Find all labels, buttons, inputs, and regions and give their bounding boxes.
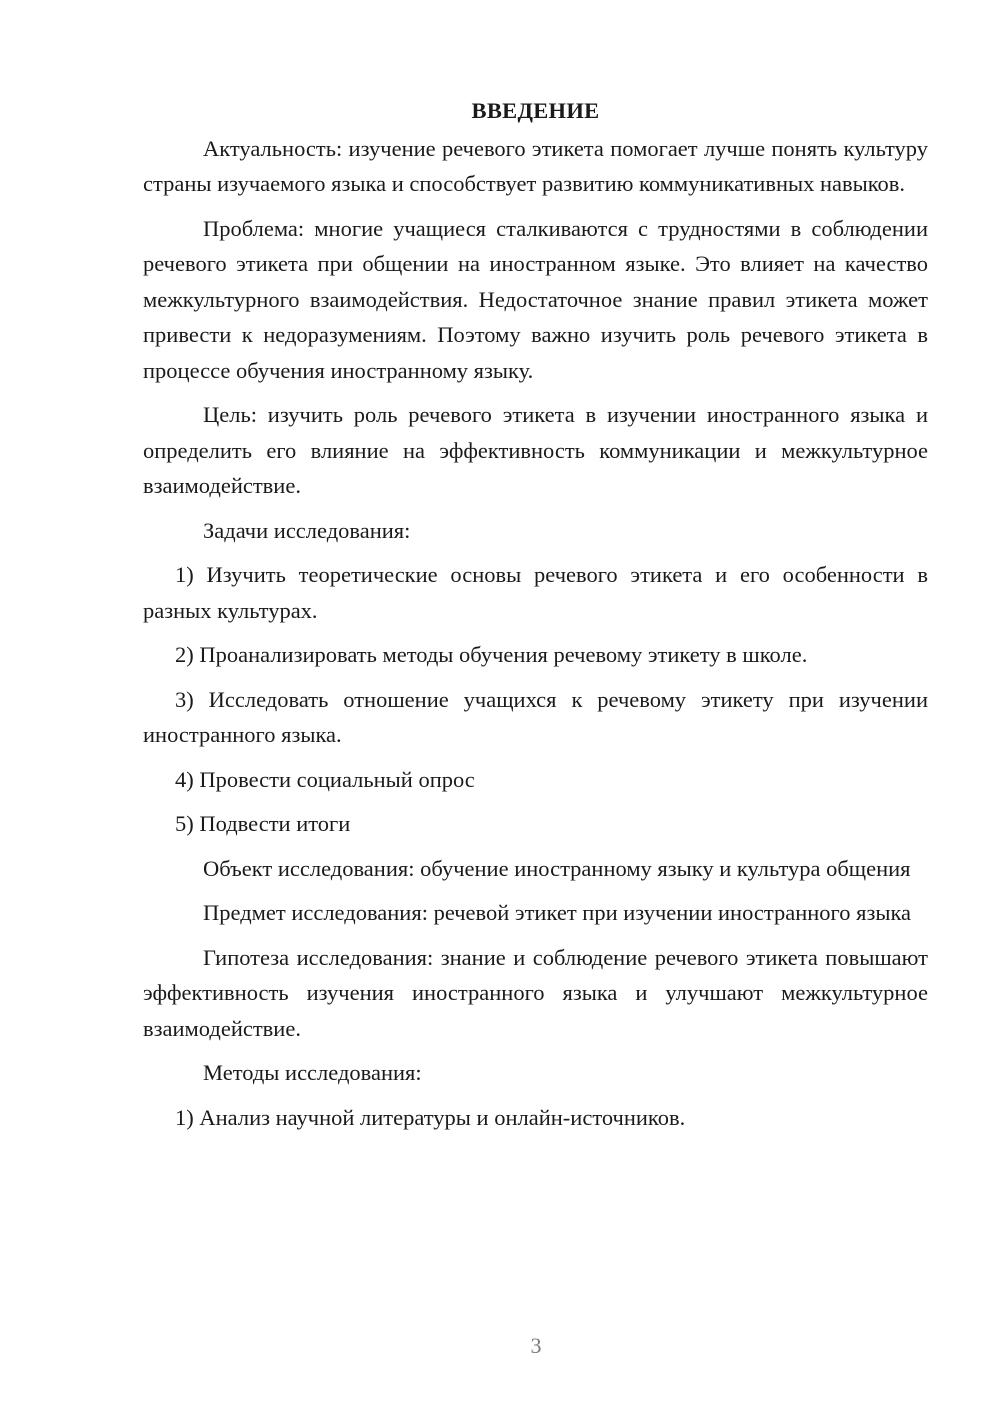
method-item-1: 1) Анализ научной литературы и онлайн-источников.	[175, 1104, 686, 1130]
paragraph-problem: Проблема: многие учащиеся сталкиваются с трудностями в соблюдении речевого этикета при общении на иностранном языке. Это влияет на качество межкультурного взаимодействия. Недостаточное знание правил этикета может привести к недоразумениям. Поэтому важно изучить роль речевого этикета в процессе обучения иностранному языку.	[143, 215, 928, 383]
page-content	[143, 93, 928, 1144]
paragraph-relevance: Актуальность: изучение речевого этикета помогает лучше понять культуру страны изучаемого языка и способствует развитию коммуникативных навыков.	[143, 135, 928, 196]
methods-heading: Методы исследования:	[203, 1060, 422, 1085]
task-item-2: 2) Проанализировать методы обучения речевому этикету в школе.	[175, 642, 808, 667]
page-title: ВВЕДЕНИЕ	[471, 98, 600, 123]
paragraph-hypothesis: Гипотеза исследования: знание и соблюдение речевого этикета повышают эффективность изучения иностранного языка и улучшают межкультурное взаимодействие.	[143, 944, 928, 1041]
task-item-4: 4) Провести социальный опрос	[175, 766, 475, 792]
task-item-3: 3) Исследовать отношение учащихся к речевому этикету при изучении иностранного языка.	[143, 686, 928, 747]
task-item-5: 5) Подвести итоги	[175, 811, 351, 836]
task-item-1: 1) Изучить теоретические основы речевого этикета и его особенности в разных культурах.	[143, 562, 928, 623]
paragraph-subject: Предмет исследования: речевой этикет при изучении иностранного языка	[203, 900, 912, 925]
tasks-heading: Задачи исследования:	[203, 517, 411, 543]
paragraph-object: Объект исследования: обучение иностранному языку и культура общения	[203, 855, 911, 881]
page-number: 3	[530, 1333, 542, 1358]
paragraph-goal: Цель: изучить роль речевого этикета в изучении иностранного языка и определить его влияние на эффективность коммуникации и межкультурное взаимодействие.	[143, 402, 928, 498]
